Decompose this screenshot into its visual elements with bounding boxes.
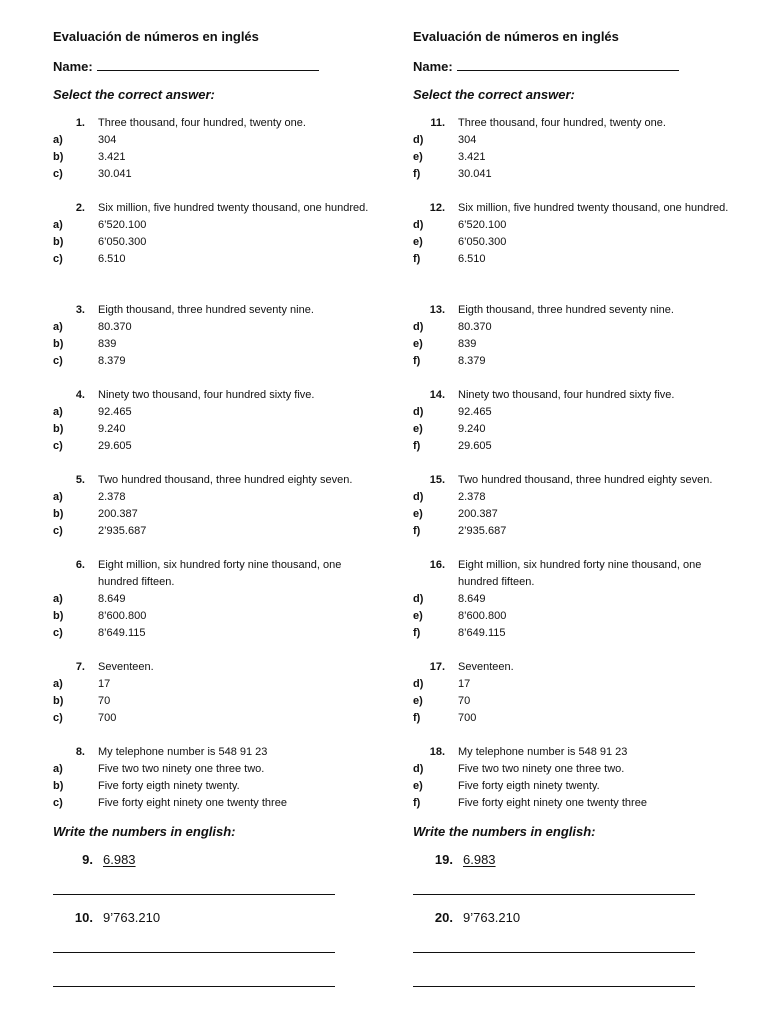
question-text: My telephone number is 548 91 23: [98, 746, 268, 758]
answer-option[interactable]: [53, 591, 383, 608]
question-stem: [413, 387, 743, 404]
option-text: 30.041: [458, 168, 492, 180]
write-item-number: 20.: [434, 910, 453, 925]
option-text: 6’520.100: [458, 219, 507, 231]
option-letter: c): [53, 712, 63, 724]
write-item-value: 9’763.210: [463, 910, 521, 925]
answer-option[interactable]: [53, 336, 383, 353]
answer-option[interactable]: [413, 421, 743, 438]
option-letter: f): [413, 168, 421, 180]
answer-line[interactable]: [413, 952, 695, 953]
option-text: 8.649: [458, 593, 486, 605]
answer-option[interactable]: [53, 506, 383, 523]
option-letter: d): [413, 763, 424, 775]
option-letter: b): [53, 151, 64, 163]
option-text: Five forty eight ninety one twenty three: [458, 797, 647, 809]
option-letter: b): [53, 508, 64, 520]
option-letter: a): [53, 763, 63, 775]
write-instruction: Write the numbers in english:: [53, 824, 236, 839]
answer-option[interactable]: [413, 761, 743, 778]
name-field: [53, 58, 319, 74]
option-text: Five forty eigth ninety twenty.: [98, 780, 240, 792]
option-text: 304: [98, 134, 117, 146]
option-letter: f): [413, 525, 421, 537]
question-4: [53, 387, 383, 455]
option-text: 3.421: [458, 151, 486, 163]
answer-option[interactable]: [413, 591, 743, 608]
option-text: 700: [98, 712, 117, 724]
option-letter: e): [413, 151, 423, 163]
select-instruction: Select the correct answer:: [53, 87, 215, 102]
option-letter: c): [53, 355, 63, 367]
question-number: 13.: [429, 304, 445, 316]
question-7: [53, 659, 383, 727]
answer-option[interactable]: [53, 166, 383, 183]
option-letter: f): [413, 355, 421, 367]
option-text: 92.465: [458, 406, 492, 418]
question-text: Ninety two thousand, four hundred sixty five.: [98, 389, 315, 401]
option-text: 6.510: [458, 253, 486, 265]
question-text: Seventeen.: [98, 661, 154, 673]
option-letter: d): [413, 219, 424, 231]
question-number: 11.: [430, 117, 445, 129]
option-letter: a): [53, 219, 63, 231]
option-letter: d): [413, 491, 424, 503]
answer-option[interactable]: [413, 132, 743, 149]
option-text: 839: [98, 338, 117, 350]
question-1: [53, 115, 383, 183]
write-instruction: Write the numbers in english:: [413, 824, 596, 839]
option-text: 80.370: [458, 321, 492, 333]
write-item-value: 6.983: [463, 852, 496, 867]
option-letter: e): [413, 610, 423, 622]
question-number: 14.: [429, 389, 445, 401]
option-text: 2.378: [98, 491, 126, 503]
option-text: 2.378: [458, 491, 486, 503]
option-text: 8.379: [98, 355, 126, 367]
answer-option[interactable]: [413, 676, 743, 693]
question-text: Eigth thousand, three hundred seventy nine.: [98, 304, 314, 316]
question-stem: [413, 472, 743, 489]
option-letter: c): [53, 168, 63, 180]
option-text: 8.379: [458, 355, 486, 367]
question-text: Eight million, six hundred forty nine thousand, one hundred fifteen.: [98, 559, 342, 588]
question-5: [53, 472, 383, 540]
answer-option[interactable]: [413, 234, 743, 251]
option-letter: e): [413, 695, 423, 707]
option-text: 8’649.115: [98, 627, 146, 639]
question-stem: [53, 115, 383, 132]
option-letter: a): [53, 593, 63, 605]
option-letter: b): [53, 695, 64, 707]
answer-option[interactable]: [53, 251, 383, 268]
option-letter: b): [53, 423, 64, 435]
answer-option[interactable]: [413, 608, 743, 625]
question-text: Six million, five hundred twenty thousand, one hundred.: [98, 202, 369, 214]
question-number: 3.: [75, 304, 85, 316]
answer-line[interactable]: [413, 894, 695, 895]
question-stem: [413, 744, 743, 761]
question-text: Two hundred thousand, three hundred eighty seven.: [458, 474, 713, 486]
write-item-9: [53, 852, 136, 867]
answer-option[interactable]: [413, 523, 743, 540]
select-instruction: Select the correct answer:: [413, 87, 575, 102]
option-letter: d): [413, 134, 424, 146]
option-text: 200.387: [98, 508, 138, 520]
option-text: 3.421: [98, 151, 126, 163]
option-letter: c): [53, 253, 63, 265]
answer-option[interactable]: [413, 710, 743, 727]
write-item-19: [413, 852, 496, 867]
question-stem: [413, 115, 743, 132]
option-text: 29.605: [458, 440, 492, 452]
option-letter: c): [53, 440, 63, 452]
worksheet-title: Evaluación de números en inglés: [53, 29, 259, 44]
option-text: 6’050.300: [98, 236, 147, 248]
option-text: 304: [458, 134, 477, 146]
answer-line[interactable]: [53, 894, 335, 895]
answer-option[interactable]: [53, 353, 383, 370]
option-text: 92.465: [98, 406, 132, 418]
answer-option[interactable]: [53, 149, 383, 166]
option-text: 8’600.800: [98, 610, 147, 622]
question-stem: [413, 200, 743, 217]
answer-option[interactable]: [413, 217, 743, 234]
option-text: 9.240: [458, 423, 486, 435]
option-letter: a): [53, 134, 63, 146]
question-12: [413, 200, 743, 268]
question-16: [413, 557, 743, 642]
answer-option[interactable]: [53, 608, 383, 625]
option-letter: a): [53, 491, 63, 503]
answer-option[interactable]: [53, 761, 383, 778]
option-letter: e): [413, 236, 423, 248]
question-text: My telephone number is 548 91 23: [458, 746, 628, 758]
question-text: Ninety two thousand, four hundred sixty five.: [458, 389, 675, 401]
question-number: 16.: [429, 559, 445, 571]
question-text: Six million, five hundred twenty thousand, one hundred.: [458, 202, 729, 214]
answer-option[interactable]: [413, 166, 743, 183]
option-letter: b): [53, 338, 64, 350]
option-letter: a): [53, 678, 63, 690]
question-6: [53, 557, 383, 642]
answer-option[interactable]: [53, 676, 383, 693]
answer-option[interactable]: [53, 404, 383, 421]
option-text: Five two two ninety one three two.: [98, 763, 265, 775]
name-label: Name:: [413, 59, 453, 74]
option-letter: e): [413, 423, 423, 435]
question-text: Three thousand, four hundred, twenty one.: [98, 117, 306, 129]
answer-option[interactable]: [53, 132, 383, 149]
question-stem: [53, 387, 383, 404]
question-number: 2.: [75, 202, 85, 214]
name-label: Name:: [53, 59, 93, 74]
question-3: [53, 302, 383, 370]
question-number: 8.: [75, 746, 85, 758]
answer-option[interactable]: [413, 489, 743, 506]
write-item-value: 6.983: [103, 852, 136, 867]
option-text: 8’600.800: [458, 610, 507, 622]
question-stem: [53, 557, 383, 591]
option-letter: e): [413, 508, 423, 520]
write-item-number: 10.: [74, 910, 93, 925]
question-17: [413, 659, 743, 727]
question-number: 18.: [429, 746, 445, 758]
option-letter: f): [413, 627, 421, 639]
option-letter: e): [413, 780, 423, 792]
option-text: Five forty eigth ninety twenty.: [458, 780, 600, 792]
option-letter: d): [413, 593, 424, 605]
answer-line[interactable]: [413, 986, 695, 987]
answer-option[interactable]: [53, 319, 383, 336]
question-11: [413, 115, 743, 183]
question-number: 1.: [75, 117, 85, 129]
option-letter: b): [53, 780, 64, 792]
option-text: 80.370: [98, 321, 132, 333]
option-letter: b): [53, 610, 64, 622]
question-number: 7.: [75, 661, 85, 673]
option-letter: a): [53, 406, 63, 418]
answer-option[interactable]: [53, 438, 383, 455]
question-stem: [53, 472, 383, 489]
option-letter: c): [53, 525, 63, 537]
option-letter: f): [413, 440, 421, 452]
question-number: 5.: [75, 474, 85, 486]
name-blank-line[interactable]: [97, 58, 319, 71]
question-stem: [53, 302, 383, 319]
option-letter: f): [413, 797, 421, 809]
answer-option[interactable]: [413, 251, 743, 268]
question-number: 4.: [75, 389, 85, 401]
option-letter: b): [53, 236, 64, 248]
answer-option[interactable]: [413, 506, 743, 523]
write-item-value: 9’763.210: [103, 910, 161, 925]
answer-option[interactable]: [413, 438, 743, 455]
option-text: 2’935.687: [458, 525, 507, 537]
question-text: Eight million, six hundred forty nine thousand, one hundred fifteen.: [458, 559, 702, 588]
write-item-20: [413, 910, 520, 925]
answer-option[interactable]: [53, 234, 383, 251]
answer-option[interactable]: [413, 149, 743, 166]
answer-option[interactable]: [413, 319, 743, 336]
name-blank-line[interactable]: [457, 58, 679, 71]
question-8: [53, 744, 383, 812]
option-text: Five two two ninety one three two.: [458, 763, 625, 775]
name-field: [413, 58, 679, 74]
question-number: 6.: [75, 559, 85, 571]
option-letter: d): [413, 678, 424, 690]
question-number: 15.: [429, 474, 445, 486]
option-letter: f): [413, 712, 421, 724]
option-text: Five forty eight ninety one twenty three: [98, 797, 287, 809]
question-stem: [413, 557, 743, 591]
question-number: 12.: [429, 202, 445, 214]
answer-option[interactable]: [53, 217, 383, 234]
answer-option[interactable]: [413, 625, 743, 642]
option-text: 17: [98, 678, 111, 690]
answer-option[interactable]: [53, 421, 383, 438]
write-item-10: [53, 910, 160, 925]
question-text: Eigth thousand, three hundred seventy nine.: [458, 304, 674, 316]
option-letter: a): [53, 321, 63, 333]
option-text: 700: [458, 712, 477, 724]
question-18: [413, 744, 743, 812]
question-stem: [53, 744, 383, 761]
write-item-number: 19.: [434, 852, 453, 867]
option-text: 17: [458, 678, 471, 690]
question-2: [53, 200, 383, 268]
answer-option[interactable]: [53, 489, 383, 506]
option-text: 30.041: [98, 168, 132, 180]
option-text: 6’520.100: [98, 219, 147, 231]
option-text: 9.240: [98, 423, 126, 435]
option-text: 839: [458, 338, 477, 350]
answer-option[interactable]: [53, 710, 383, 727]
question-13: [413, 302, 743, 370]
answer-option[interactable]: [53, 778, 383, 795]
answer-option[interactable]: [53, 693, 383, 710]
question-14: [413, 387, 743, 455]
answer-option[interactable]: [413, 795, 743, 812]
question-text: Three thousand, four hundred, twenty one.: [458, 117, 666, 129]
answer-option[interactable]: [53, 625, 383, 642]
option-text: 8’649.115: [458, 627, 506, 639]
answer-option[interactable]: [413, 336, 743, 353]
write-item-number: 9.: [82, 852, 93, 867]
option-text: 29.605: [98, 440, 132, 452]
question-stem: [413, 659, 743, 676]
option-letter: d): [413, 321, 424, 333]
question-text: Two hundred thousand, three hundred eighty seven.: [98, 474, 353, 486]
worksheet-title: Evaluación de números en inglés: [413, 29, 619, 44]
option-letter: d): [413, 406, 424, 418]
answer-option[interactable]: [53, 795, 383, 812]
question-stem: [413, 302, 743, 319]
option-text: 8.649: [98, 593, 126, 605]
question-stem: [53, 659, 383, 676]
answer-option[interactable]: [413, 404, 743, 421]
option-letter: c): [53, 627, 63, 639]
question-stem: [53, 200, 383, 217]
option-letter: f): [413, 253, 421, 265]
option-text: 6.510: [98, 253, 126, 265]
question-number: 17.: [429, 661, 445, 673]
answer-option[interactable]: [413, 693, 743, 710]
question-15: [413, 472, 743, 540]
option-text: 70: [458, 695, 471, 707]
answer-option[interactable]: [413, 353, 743, 370]
option-letter: c): [53, 797, 63, 809]
option-text: 70: [98, 695, 111, 707]
option-text: 2’935.687: [98, 525, 147, 537]
option-text: 6’050.300: [458, 236, 507, 248]
answer-option[interactable]: [53, 523, 383, 540]
answer-line[interactable]: [53, 986, 335, 987]
option-text: 200.387: [458, 508, 498, 520]
answer-line[interactable]: [53, 952, 335, 953]
answer-option[interactable]: [413, 778, 743, 795]
option-letter: e): [413, 338, 423, 350]
question-text: Seventeen.: [458, 661, 514, 673]
